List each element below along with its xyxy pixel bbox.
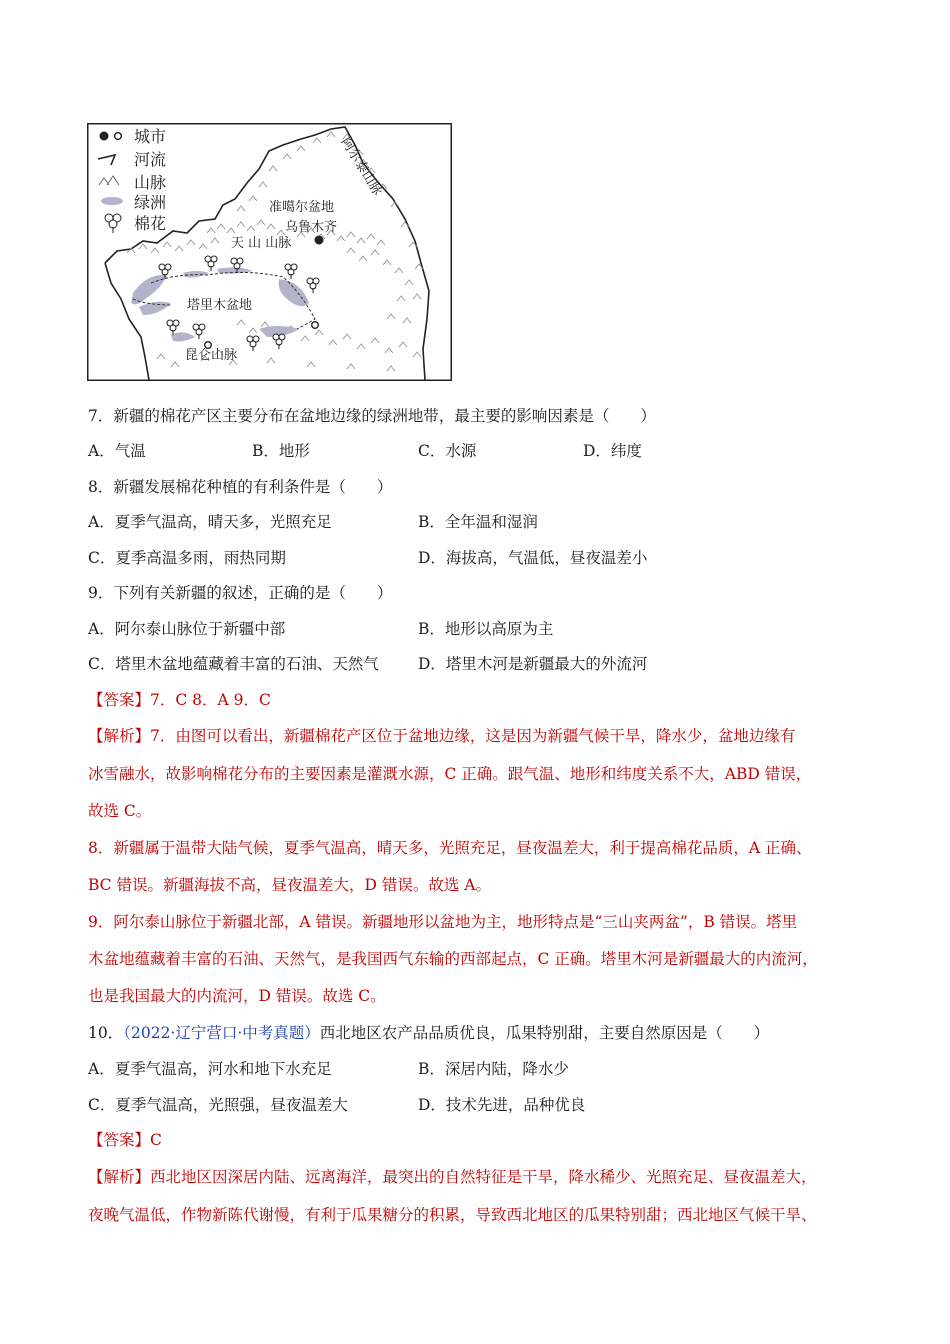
q9-option-b[interactable]: B．地形以高原为主	[418, 620, 554, 638]
legend-mountain-label: 山脉	[134, 173, 167, 192]
q9-option-d[interactable]: D．塔里木河是新疆最大的外流河	[418, 655, 648, 673]
analysis-line: 8．新疆属于温带大陆气候，夏季气温高，晴天多，光照充足，昼夜温差大，利于提高棉花品质，A 正确、	[88, 839, 812, 857]
analysis-line: 冰雪融水，故影响棉花分布的主要因素是灌溉水源，C 正确。跟气温、地形和纬度关系不大，ABD 错误，	[88, 765, 812, 783]
q10-source: （2022·辽宁营口·中考真题）	[123, 1024, 320, 1042]
question-9-stem: 9．下列有关新疆的叙述，正确的是（ ）	[88, 584, 393, 602]
q9-option-a[interactable]: A．阿尔泰山脉位于新疆中部	[88, 620, 286, 638]
urumqi-label: 乌鲁木齐	[285, 220, 338, 235]
legend-river-label: 河流	[134, 150, 167, 169]
altai-label: 阿尔泰山脉	[337, 135, 385, 199]
q10-number: 10．	[88, 1024, 124, 1042]
legend-cotton-label: 棉花	[134, 214, 167, 233]
q8-option-c[interactable]: C．夏季高温多雨，雨热同期	[88, 549, 286, 567]
question-7-stem: 7．新疆的棉花产区主要分布在盆地边缘的绿洲地带，最主要的影响因素是（ ）	[88, 407, 656, 425]
analysis-line: 【解析】西北地区因深居内陆、远离海洋，最突出的自然特征是干旱，降水稀少、光照充足、昼夜温差大，	[88, 1168, 817, 1186]
q9-option-c[interactable]: C．塔里木盆地蕴藏着丰富的石油、天然气	[88, 655, 379, 673]
question-8-stem: 8．新疆发展棉花种植的有利条件是（ ）	[88, 478, 393, 496]
legend-city-label: 城市	[134, 127, 167, 146]
q10-option-d[interactable]: D．技术先进，品种优良	[418, 1096, 586, 1114]
q8-option-b[interactable]: B．全年温和湿润	[418, 513, 538, 531]
q10-option-a[interactable]: A．夏季气温高，河水和地下水充足	[88, 1060, 332, 1078]
xinjiang-map	[87, 123, 452, 381]
city-filled-icon	[100, 132, 109, 141]
analysis-line: 【解析】7．由图可以看出，新疆棉花产区位于盆地边缘，这是因为新疆气候干旱，降水少，盆地边缘有	[88, 727, 796, 745]
legend-text	[134, 127, 166, 233]
q7-option-d[interactable]: D．纬度	[583, 442, 642, 460]
tarim-label: 塔里木盆地	[187, 298, 253, 313]
tianshan-label: 天 山 山脉	[231, 236, 292, 251]
legend-oasis-label: 绿洲	[134, 193, 167, 212]
oasis-icon	[101, 197, 123, 205]
q10-option-c[interactable]: C．夏季气温高，光照强，昼夜温差大	[88, 1096, 348, 1114]
analysis-line: 故选 C。	[88, 802, 152, 820]
kunlun-label: 昆仑山脉	[185, 348, 238, 363]
urumqi-city-dot	[315, 236, 324, 245]
q10-option-b[interactable]: B．深居内陆，降水少	[418, 1060, 569, 1078]
analysis-line: 也是我国最大的内流河，D 错误。故选 C。	[88, 987, 386, 1005]
q10-stem-text: 西北地区农产品品质优良，瓜果特别甜，主要自然原因是（ ）	[319, 1024, 770, 1042]
answer-10: 【答案】C	[88, 1131, 162, 1149]
question-10-stem	[88, 1023, 769, 1043]
junggar-label: 准噶尔盆地	[269, 200, 335, 215]
analysis-line: 夜晚气温低，作物新陈代谢慢，有利于瓜果糖分的积累，导致西北地区的瓜果特别甜；西北地区气候干旱、	[88, 1206, 817, 1224]
answer-7-9: 【答案】7．C 8．A 9．C	[88, 691, 271, 709]
q8-option-a[interactable]: A．夏季气温高，晴天多，光照充足	[88, 513, 332, 531]
analysis-line: 木盆地蕴藏着丰富的石油、天然气，是我国西气东输的西部起点，C 正确。塔里木河是新疆最大的内流河，	[88, 950, 818, 968]
q7-option-c[interactable]: C．水源	[418, 442, 477, 460]
city-open-icon	[115, 133, 122, 140]
q7-option-b[interactable]: B．地形	[252, 442, 310, 460]
q7-option-a[interactable]: A．气温	[88, 442, 146, 460]
analysis-line: BC 错误。新疆海拔不高，昼夜温差大，D 错误。故选 A。	[88, 876, 491, 894]
analysis-line: 9．阿尔泰山脉位于新疆北部，A 错误。新疆地形以盆地为主，地形特点是“三山夹两盆”，B 错误。塔里	[88, 913, 798, 931]
q8-option-d[interactable]: D．海拔高，气温低，昼夜温差小	[418, 549, 648, 567]
